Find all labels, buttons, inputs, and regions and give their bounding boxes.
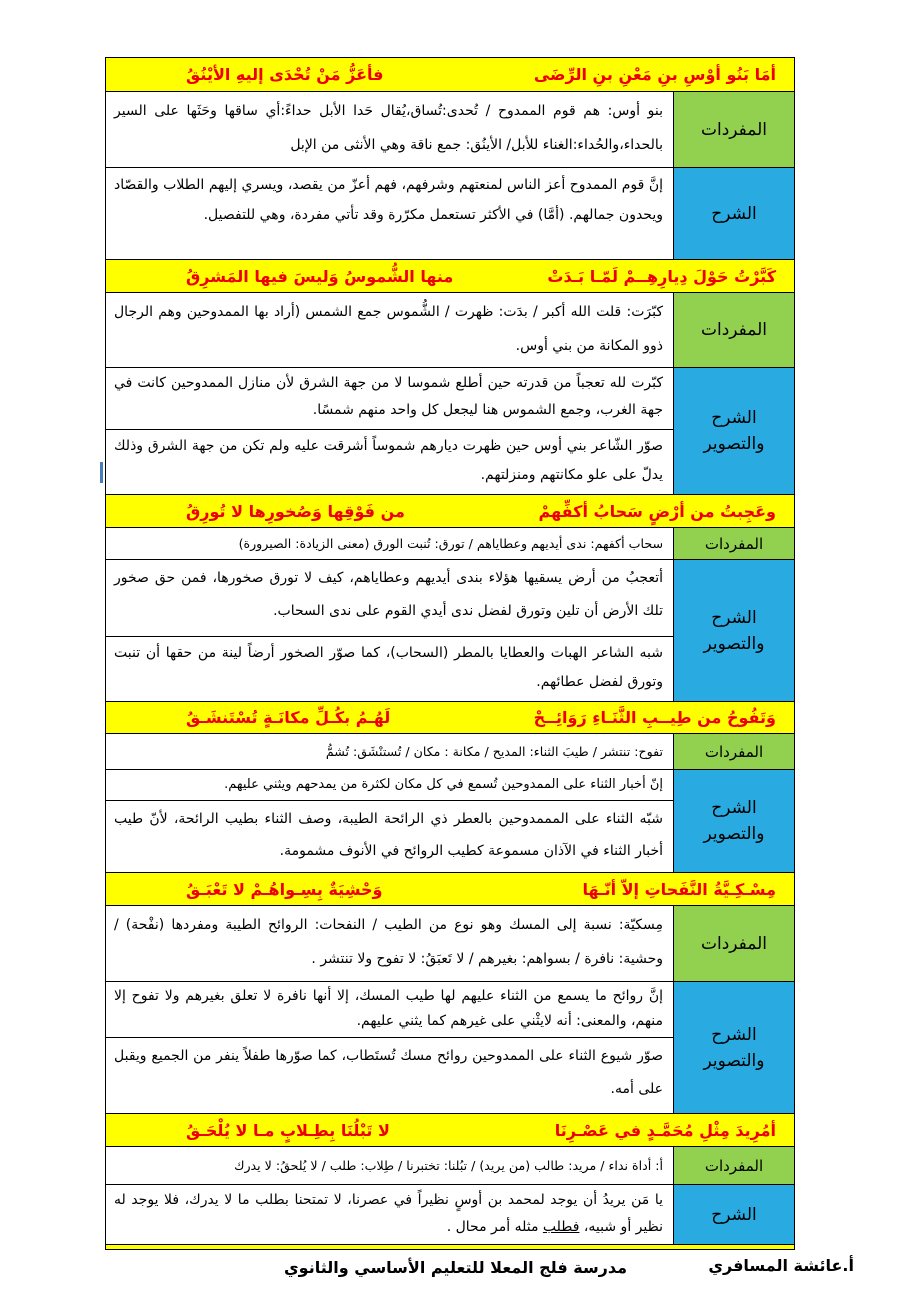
- explanation-text-underlined: فطلب: [542, 1219, 580, 1235]
- vocab-text: مِسكيّة: نسبة إلى المسك وهو نوع من الطيب / النفحات: الروائح الطيبة ومفردها (نفْحة) / وحشية: نافرة / بسواهم: بغيرهم / لا تَعبَقُ: لا تفوح ولا تنتشر .: [114, 917, 663, 967]
- explanation-text: إنَّ قوم الممدوح أعز الناس لمنعتهم وشرفهم، فهم أعزّ من يقصد، ويسري إليهم الطلاب والقصّاد ويحدون جمالهم. (أمَّا) في الأكثر تستعمل مكرّرة وقد تأتي مفردة، وهي للتفصيل.: [114, 177, 663, 223]
- verse-hemistich-right: أمُرِيدَ مِثْلِ مُحَمَّـدٍ في عَصْـرِنَا: [554, 1120, 776, 1140]
- vocab-band: [106, 92, 794, 167]
- verse-hemistich-right: أمَا بَنُو أوْسِ بنِ مَعْنِ بنِ الرِّضَى: [533, 65, 776, 84]
- verse-hemistich-right: مِسْـكِـيَّةُ النَّفَحاتِ إلاّ أنّـهَا: [582, 879, 776, 899]
- vocab-band: [106, 293, 794, 367]
- row-label-explanation: الشرح والتصوير: [673, 770, 794, 872]
- verse-hemistich-left: لا تَبْلُنَا بِطِـلابٍ مـا لا يُلْحَـقُ: [186, 1120, 390, 1140]
- imagery-text: شبه الشاعر الهبات والعطايا بالمطر (السحاب)، كما صوّر الصخور أرضاً لينة من حقها أن تنبت وتورق لفضل عطائهم.: [106, 636, 673, 701]
- row-label-explanation: الشرح والتصوير: [673, 982, 794, 1113]
- verse-row: [106, 701, 794, 734]
- row-label-explanation: الشرح: [673, 1185, 794, 1244]
- table-bottom-strip: [106, 1244, 794, 1249]
- row-label-explanation: الشرح: [673, 168, 794, 259]
- explanation-text: أتعجبُ من أرض يسقيها هؤلاء بندى أيديهم وعطاياهم، كيف لا تورق صخورها، فمن حق صخور تلك الأرض أن تلين وتورق لفضل ندى أيدي القوم على ندى السحاب.: [114, 570, 663, 619]
- verse-hemistich-left: فأعَزُّ مَنْ تُحْدَى إليهِ الأيْنُقُ: [186, 65, 384, 84]
- margin-artifact-mark: [100, 462, 103, 483]
- verse-hemistich-left: لَهُـمُ بكُـلِّ مكانَـةٍ تُسْتَنشَـقُ: [186, 708, 391, 727]
- explanation-text-end: مثله أمر محال .: [446, 1219, 543, 1235]
- explanation-band: [106, 769, 794, 872]
- explanation-text: [106, 1185, 673, 1244]
- vocab-text: تفوح: تنتشر / طيبَ الثناء: المديح / مكانة : مكان / تُستنْشَق: تُشمُّ: [325, 744, 663, 759]
- imagery-text: صوّر الشّاعر بني أوس حين ظهرت ديارهم شموساً أشرقت عليه ولم تكن من جهة الشرق وذلك يدلّ على علو مكانتهم ومنزلتهم.: [106, 429, 673, 494]
- verse-hemistich-right: وعَجِبتُ من أرْضٍ سَحابُ أكفِّهمْ: [538, 501, 776, 521]
- vocab-text: كبّرَت: قلت الله أكبر / بدَت: ظهرت / الشُّموس جمع الشمس (أراد بها الممدوحين وهم الرجال ذوو المكانة من بني أوس.: [114, 304, 663, 354]
- footer-teacher-name: أ.عائشة المسافري: [708, 1256, 854, 1275]
- row-label-vocab: المفردات: [673, 734, 794, 769]
- explanation-text: كبّرت لله تعجباً من قدرته حين أطلع شموسا لا من جهة الشرق لأن منازل الممدوحين كانت في جهة الغرب، وجمع الشموس هنا ليجعل كل واحد منهم شمسًا.: [114, 375, 663, 418]
- row-label-vocab: المفردات: [673, 293, 794, 367]
- poem-explanation-table: [105, 57, 795, 1250]
- vocab-text: بنو أوس: هم قوم الممدوح / تُحدى:تُساق،يُقال حَدا الأبل حداءً:أي ساقها وحَثَها على السير بالحداء،والحُداء:الغناء للأبل/ الأينُق: جمع ناقة وهي الأنثى من الإبل: [114, 103, 663, 153]
- explanation-text: إنّ أخبار الثناء على الممدوحين تُسمع في كل مكان لكثرة من يمدحهم ويثني عليهم.: [224, 777, 663, 793]
- row-label-vocab: المفردات: [673, 528, 794, 559]
- footer-school-name: مدرسة فلج المعلا للتعليم الأساسي والثانوي: [284, 1258, 628, 1277]
- verse-row: [106, 58, 794, 92]
- vocab-text: أ: أداة نداء / مريد: طالب (من يريد) / تبُلنا: تختبرنا / طِلاب: طلب / لا يُلحقُ: لا يدرك: [234, 1158, 663, 1173]
- verse-hemistich-right: وَتَفُوحُ من طِيــبِ الثَّنَـاءِ رَوَائِــحْ: [533, 708, 776, 727]
- verse-row: [106, 259, 794, 293]
- verse-hemistich-left: منها الشُّموسُ وَليسَ فيها المَشرِقُ: [186, 266, 454, 286]
- page-footer: [0, 1256, 900, 1286]
- verse-hemistich-left: وَحْشِيَةٌ بِسِـواهُـمْ لا تَعْبَـقُ: [186, 879, 383, 899]
- vocab-band: [106, 906, 794, 981]
- explanation-band: [106, 981, 794, 1113]
- row-label-explanation: الشرح والتصوير: [673, 368, 794, 494]
- row-label-explanation: الشرح والتصوير: [673, 560, 794, 701]
- verse-hemistich-left: من فَوْقِها وَصُخورِها لا تُورِقُ: [186, 501, 405, 521]
- explanation-band: [106, 1184, 794, 1244]
- imagery-text: صوّر شيوع الثناء على الممدوحين روائح مسك تُستَطاب، كما صوّرها طفلاً ينفر من الجميع ويقبل على أمه.: [106, 1037, 673, 1113]
- explanation-band: [106, 559, 794, 701]
- row-label-vocab: المفردات: [673, 92, 794, 167]
- verse-row: [106, 494, 794, 528]
- vocab-band: [106, 1147, 794, 1184]
- explanation-band: [106, 367, 794, 494]
- vocab-band: [106, 734, 794, 769]
- vocab-band: [106, 528, 794, 559]
- vocab-text: سحاب أكفهم: ندى أيديهم وعطاياهم / تورق: تُنبت الورق (معنى الزيادة: الصيرورة): [238, 536, 663, 551]
- verse-hemistich-right: كَبَّرْتُ حَوْلَ دِيارِهِــمْ لَمّـا بَـدَتْ: [547, 266, 776, 286]
- explanation-text-start: يا مَن يريدُ أن يوجد لمحمد بن أوسٍ نظيراً في عصرنا، لا تمتحنا بطلب ما لا يدرك، فلا يوجد له نظير أو شبيه،: [114, 1192, 663, 1235]
- explanation-band: [106, 167, 794, 259]
- row-label-vocab: المفردات: [673, 906, 794, 981]
- verse-row: [106, 1113, 794, 1147]
- imagery-text: شبّه الثناء على المممدوحين بالعطر ذي الرائحة الطيبة، وصف الثناء بطيب الرائحة، لأنّ طيب أخبار الثناء في الآذان مسموعة كطيب الروائح في الأنوف مشمومة.: [106, 800, 673, 872]
- explanation-text: إنَّ روائح ما يسمع من الثناء عليهم لها طيب المسك، إلا أنها نافرة لا تعلق بغيرهم ولا تفوح إلا منهم، والمعنى: أنه لايثْني على غيرهم كما يثني عليهم.: [114, 988, 663, 1029]
- verse-row: [106, 872, 794, 906]
- row-label-vocab: المفردات: [673, 1147, 794, 1184]
